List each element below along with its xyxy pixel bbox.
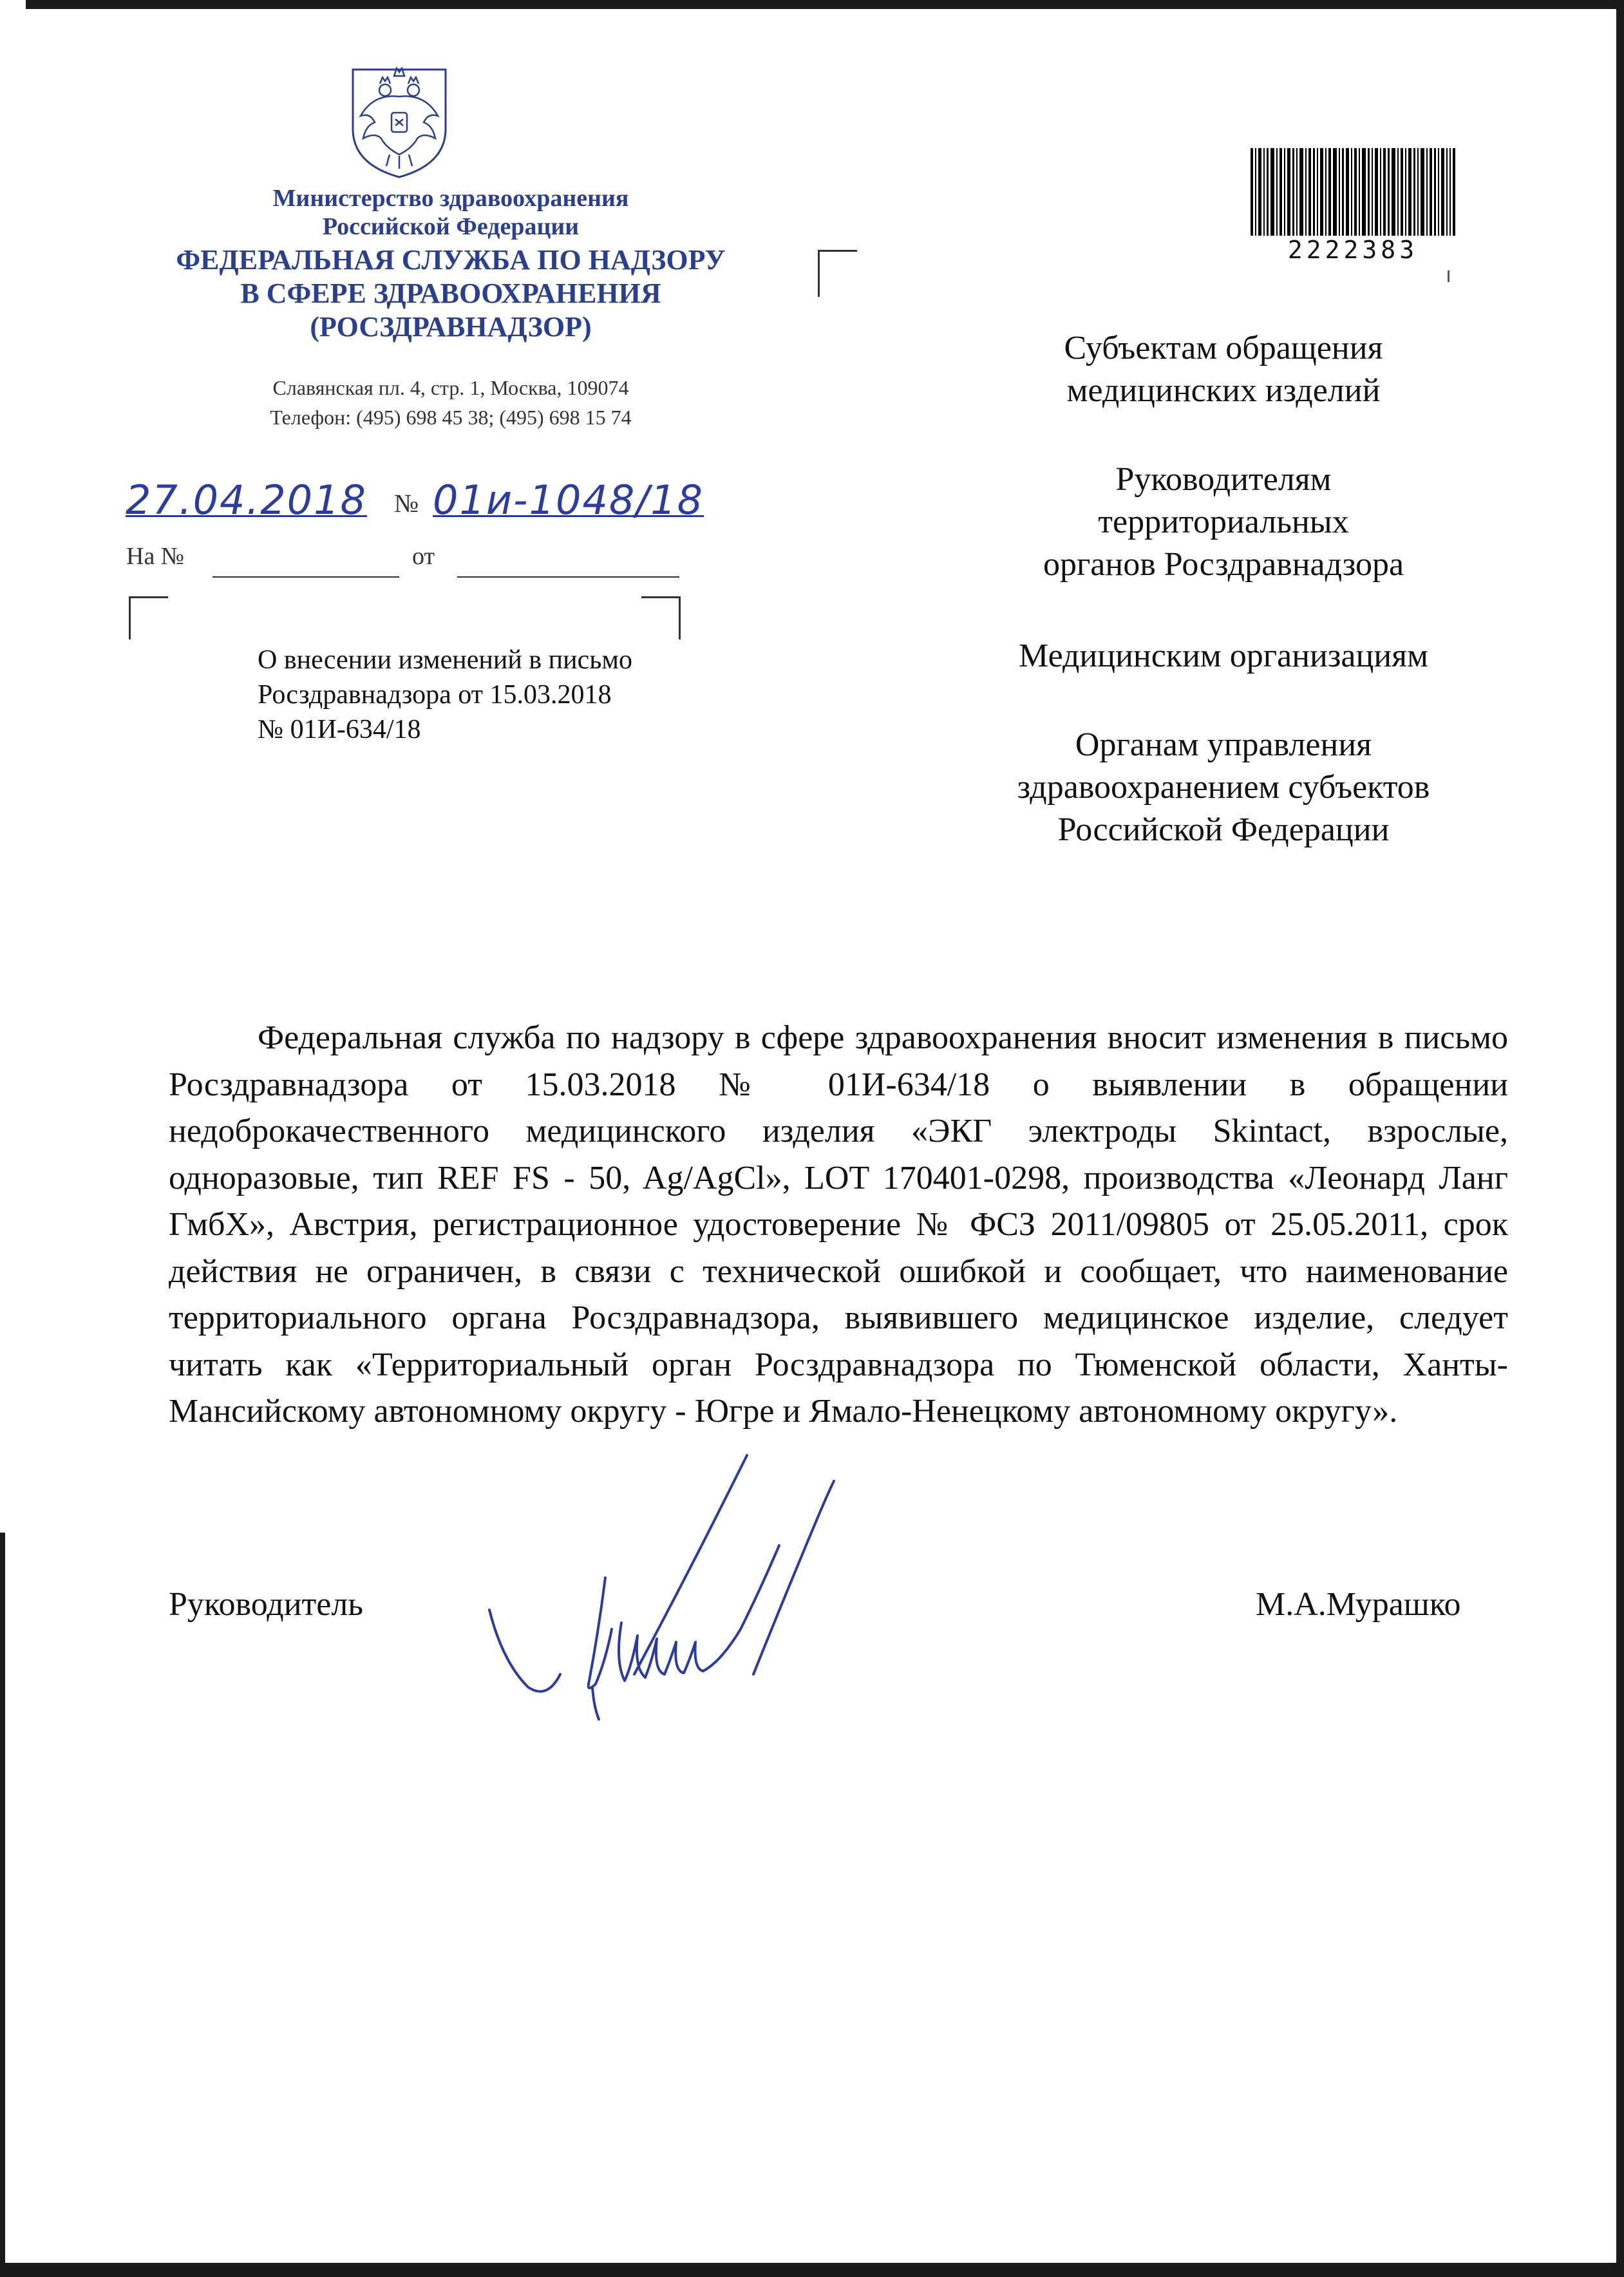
phone: Телефон: (495) 698 45 38; (495) 698 15 74 <box>270 406 632 429</box>
corner-mark <box>1448 270 1449 282</box>
ministry-name-line1: Министерство здравоохранения <box>272 185 629 212</box>
barcode-icon <box>1251 148 1455 236</box>
signer-title: Руководитель <box>169 1586 363 1623</box>
letter-body: Федеральная служба по надзору в сфере здравоохранения вносит изменения в письмо Росздравнадзора от 15.03.2018 № 01И-634/18 о выявлении в обращении недоброкачественного медицинского изделия «ЭКГ электроды Skintact, взрослые, одноразовые, тип REF FS - 50, Ag/AgCl», LOT 170401-0298, производства «Леонард Ланг ГмбХ», Австрия, регистрационное удостоверение № ФСЗ 2011/09805 от 25.05.2011, срок действия не ограничен, в связи с технической ошибкой и сообщает, что наименование территориального органа Росздравнадзора, выявившего медицинское изделие, следует читать как «Территориальный орган Росздравнадзора по Тюменской области, Ханты-Мансийскому автономному округу - Югре и Ямало-Ненецкому автономному округу». <box>169 1019 1508 1430</box>
subject-line: О внесении изменений в письмо <box>258 645 632 675</box>
coat-of-arms-icon <box>335 52 464 180</box>
scan-edge-bottom <box>0 2263 1624 2277</box>
recipient-line: здравоохранением субъектов <box>1017 769 1430 806</box>
ref-date-blank <box>457 576 679 578</box>
service-name-line2: В СФЕРЕ ЗДРАВООХРАНЕНИЯ <box>240 278 661 309</box>
ref-number-label: На № <box>126 543 185 570</box>
signature-icon <box>477 1417 940 1739</box>
service-name-line3: (РОСЗДРАВНАДЗОР) <box>310 311 592 343</box>
number-sign: № <box>394 489 419 518</box>
signer-name: М.А.Мурашко <box>1256 1586 1461 1623</box>
barcode-block <box>1199 142 1469 268</box>
scan-edge-top <box>26 0 1624 9</box>
outgoing-date: 27.04.2018 <box>126 477 367 524</box>
recipient-line: Руководителям <box>1115 461 1332 498</box>
ministry-name-line2: Российской Федерации <box>322 213 580 240</box>
subject-line: № 01И-634/18 <box>258 715 421 744</box>
scan-edge-left <box>0 1533 5 2277</box>
recipient-line: Органам управления <box>1075 726 1372 763</box>
subject-line: Росздравнадзора от 15.03.2018 <box>258 680 612 710</box>
ref-date-label: от <box>412 543 435 570</box>
scan-edge-right <box>1616 0 1624 2277</box>
barcode-number: 2222383 <box>1287 236 1419 264</box>
address: Славянская пл. 4, стр. 1, Москва, 109074 <box>272 376 629 399</box>
outgoing-number: 01и-1048/18 <box>433 477 704 524</box>
corner-mark <box>818 250 857 297</box>
ref-number-blank <box>212 576 399 578</box>
corner-mark <box>129 596 168 639</box>
service-name-line1: ФЕДЕРАЛЬНАЯ СЛУЖБА ПО НАДЗОРУ <box>176 244 726 276</box>
recipient-line: органов Росздравнадзора <box>1043 546 1404 583</box>
corner-mark <box>641 596 681 639</box>
recipient-line: медицинских изделий <box>1066 372 1381 409</box>
recipient-line: Медицинским организациям <box>1019 638 1428 674</box>
recipient-line: территориальных <box>1098 504 1349 540</box>
recipient-line: Российской Федерации <box>1057 811 1390 848</box>
recipient-line: Субъектам обращения <box>1064 330 1383 366</box>
